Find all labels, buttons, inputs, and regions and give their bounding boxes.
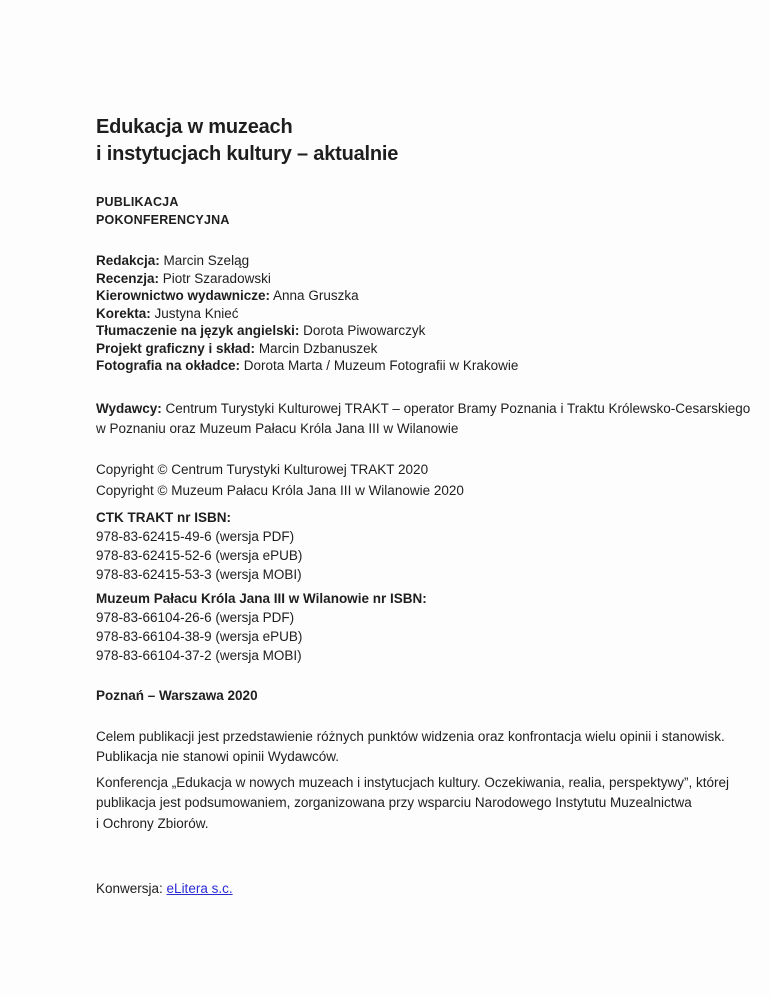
credit-value: Marcin Dzbanuszek	[255, 340, 378, 356]
copyright-block	[96, 459, 756, 501]
isbn-line-mobi: 978-83-66104-37-2 (wersja MOBI)	[96, 647, 302, 663]
credit-row-translation	[96, 322, 756, 340]
isbn-group-heading: Muzeum Pałacu Króla Jana III w Wilanowie nr ISBN:	[96, 590, 427, 606]
conversion-row	[96, 879, 756, 898]
paragraph-line: Konferencja „Edukacja w nowych muzeach i instytucjach kultury. Oczekiwania, realia, perspektywy”, której	[96, 774, 730, 790]
credit-value: Dorota Piwowarczyk	[299, 323, 426, 338]
credit-label: Projekt graficzny i skład:	[96, 340, 256, 356]
publishers-text: Centrum Turystyki Kulturowej TRAKT – operator Bramy Poznania i Traktu Królewsko-Cesarskiego	[161, 400, 751, 416]
credit-label: Kierownictwo wydawnicze:	[96, 288, 271, 303]
isbn-line-pdf: 978-83-62415-49-6 (wersja PDF)	[96, 528, 295, 544]
page-title	[96, 114, 756, 168]
credit-row-cover-photo	[96, 357, 756, 375]
credit-row-graphic-design	[96, 340, 756, 358]
paragraph-line: Celem publikacji jest przedstawienie różnych punktów widzenia oraz konfrontacja wielu opinii i stanowisk.	[96, 728, 725, 744]
copyright-line-wilanow: Copyright © Muzeum Pałacu Króla Jana III w Wilanowie 2020	[96, 482, 464, 498]
page-title-line2: i instytucjach kultury – aktualnie	[96, 143, 399, 165]
isbn-line-mobi: 978-83-62415-53-3 (wersja MOBI)	[96, 566, 302, 582]
publication-type-line2: POKONFERENCYJNA	[96, 213, 230, 227]
publishers-paragraph	[96, 399, 756, 440]
page-title-line1: Edukacja w muzeach	[96, 116, 293, 138]
credit-row-editor	[96, 252, 756, 270]
isbn-group-ctk-trakt	[96, 508, 756, 584]
conversion-label: Konwersja:	[96, 881, 167, 896]
credit-row-proofreading	[96, 305, 756, 323]
colophon-content	[96, 114, 756, 898]
publishers-label: Wydawcy:	[96, 400, 162, 416]
credit-label: Korekta:	[96, 305, 151, 321]
paragraph-line: publikacja jest podsumowaniem, zorganizowana przy wsparciu Narodowego Instytutu Muzealnictwa	[96, 795, 692, 810]
publication-type-line1: PUBLIKACJA	[96, 195, 179, 209]
credit-row-review	[96, 270, 756, 288]
isbn-group-heading: CTK TRAKT nr ISBN:	[96, 509, 231, 525]
body-paragraph-conference	[96, 773, 756, 835]
paragraph-line: Publikacja nie stanowi opinii Wydawców.	[96, 749, 339, 764]
conversion-link[interactable]: eLitera s.c.	[166, 881, 233, 896]
credit-value: Dorota Marta / Muzeum Fotografii w Krakowie	[240, 358, 519, 373]
credit-label: Tłumaczenie na język angielski:	[96, 323, 300, 338]
credit-value: Piotr Szaradowski	[159, 270, 271, 286]
isbn-line-epub: 978-83-66104-38-9 (wersja ePUB)	[96, 628, 303, 644]
credit-value: Anna Gruszka	[270, 288, 359, 303]
credit-label: Redakcja:	[96, 253, 160, 268]
publishers-line2: w Poznaniu oraz Muzeum Pałacu Króla Jana III w Wilanowie	[96, 421, 459, 436]
publishers-line1	[96, 399, 756, 420]
body-paragraph-purpose	[96, 727, 756, 768]
credit-value: Marcin Szeląg	[159, 253, 250, 268]
paragraph-line: i Ochrony Zbiorów.	[96, 815, 209, 831]
copyright-line-trakt: Copyright © Centrum Turystyki Kulturowej TRAKT 2020	[96, 461, 429, 477]
credit-value: Justyna Knieć	[150, 305, 239, 321]
credit-row-publishing-management	[96, 287, 756, 305]
isbn-group-wilanow	[96, 589, 756, 665]
place-date: Poznań – Warszawa 2020	[96, 687, 258, 703]
publication-type	[96, 193, 756, 229]
isbn-line-epub: 978-83-62415-52-6 (wersja ePUB)	[96, 547, 303, 563]
isbn-line-pdf: 978-83-66104-26-6 (wersja PDF)	[96, 609, 295, 625]
credits-list	[96, 252, 756, 375]
credit-label: Fotografia na okładce:	[96, 358, 241, 373]
credit-label: Recenzja:	[96, 270, 160, 286]
